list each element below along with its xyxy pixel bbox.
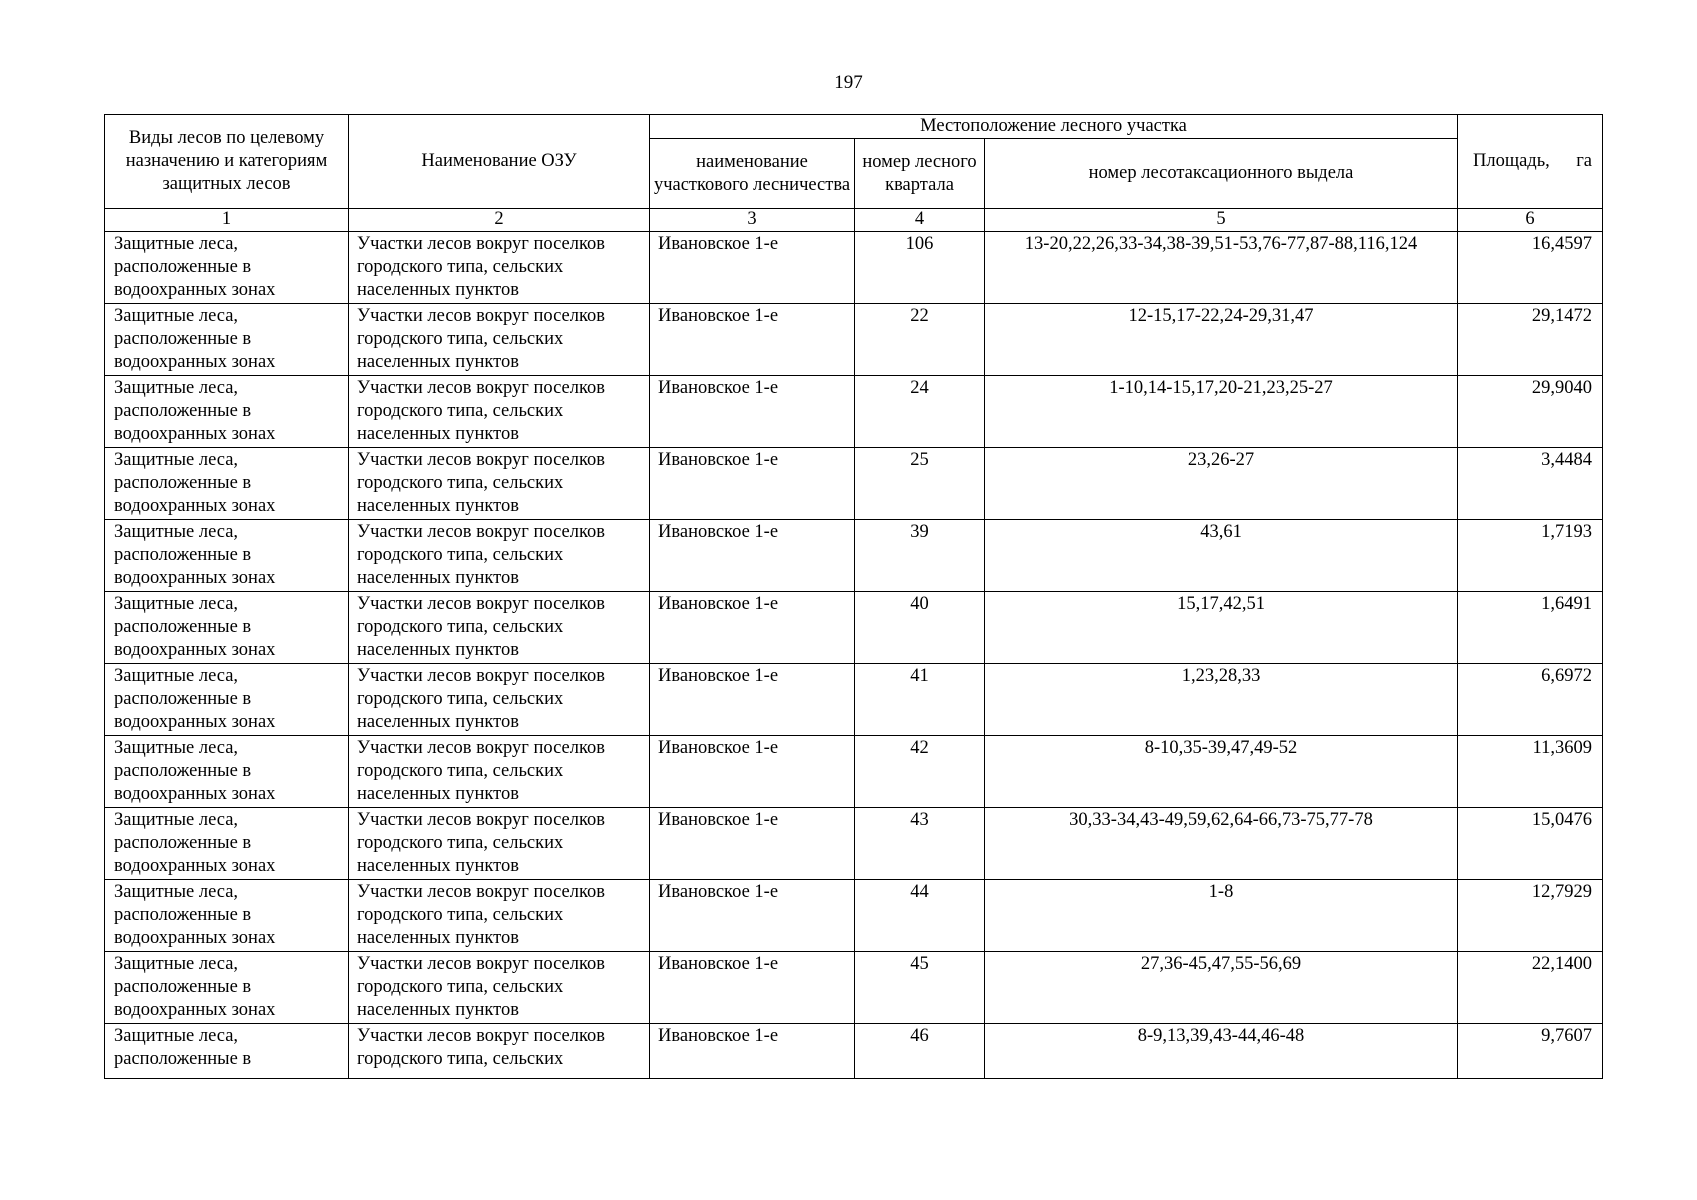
table-row [105,952,1603,1024]
cell-forestry: Ивановское 1-е [650,736,855,808]
header-forestry-name: наименование участкового лесничества [650,139,855,209]
page-number: 197 [834,72,863,93]
cell-forestry: Ивановское 1-е [650,304,855,376]
cell-ozu-name: Участки лесов вокруг поселков городского типа, сельских [349,1024,650,1079]
cell-area: 22,1400 [1458,952,1603,1024]
cell-quarter: 25 [855,448,985,520]
cell-plots: 15,17,42,51 [985,592,1458,664]
cell-forest-type: Защитные леса, расположенные в водоохранных зонах [105,880,349,952]
cell-area: 29,9040 [1458,376,1603,448]
cell-ozu-name: Участки лесов вокруг поселков городского типа, сельских населенных пунктов [349,448,650,520]
cell-plots: 1-10,14-15,17,20-21,23,25-27 [985,376,1458,448]
cell-ozu-name: Участки лесов вокруг поселков городского типа, сельских населенных пунктов [349,880,650,952]
header-forest-type: Виды лесов по целевому назначению и категориям защитных лесов [105,115,349,209]
table-row [105,664,1603,736]
cell-quarter: 46 [855,1024,985,1079]
cell-forestry: Ивановское 1-е [650,592,855,664]
column-numbers-row [105,209,1603,232]
cell-plots: 8-10,35-39,47,49-52 [985,736,1458,808]
cell-area: 12,7929 [1458,880,1603,952]
header-area-label: Площадь, [1473,151,1550,171]
cell-area: 9,7607 [1458,1024,1603,1079]
table-row [105,808,1603,880]
cell-plots: 27,36-45,47,55-56,69 [985,952,1458,1024]
cell-forest-type: Защитные леса, расположенные в водоохранных зонах [105,520,349,592]
cell-area: 29,1472 [1458,304,1603,376]
cell-quarter: 41 [855,664,985,736]
cell-quarter: 39 [855,520,985,592]
header-plot-number: номер лесотаксационного выдела [985,139,1458,209]
cell-forestry: Ивановское 1-е [650,520,855,592]
cell-plots: 8-9,13,39,43-44,46-48 [985,1024,1458,1079]
table-row [105,376,1603,448]
cell-plots: 13-20,22,26,33-34,38-39,51-53,76-77,87-88,116,124 [985,232,1458,304]
table-body [105,232,1603,1079]
table-row [105,520,1603,592]
table-row [105,880,1603,952]
cell-area: 1,7193 [1458,520,1603,592]
header-area [1458,115,1603,209]
table-row [105,304,1603,376]
cell-quarter: 106 [855,232,985,304]
cell-plots: 43,61 [985,520,1458,592]
cell-area: 1,6491 [1458,592,1603,664]
cell-plots: 23,26-27 [985,448,1458,520]
cell-ozu-name: Участки лесов вокруг поселков городского типа, сельских населенных пунктов [349,376,650,448]
cell-plots: 12-15,17-22,24-29,31,47 [985,304,1458,376]
table-header [105,115,1603,232]
cell-plots: 1,23,28,33 [985,664,1458,736]
cell-forest-type: Защитные леса, расположенные в [105,1024,349,1079]
table-row [105,232,1603,304]
cell-forestry: Ивановское 1-е [650,1024,855,1079]
header-quarter-number: номер лесного квартала [855,139,985,209]
cell-forestry: Ивановское 1-е [650,448,855,520]
table-row [105,736,1603,808]
cell-quarter: 22 [855,304,985,376]
cell-ozu-name: Участки лесов вокруг поселков городского типа, сельских населенных пунктов [349,664,650,736]
cell-forest-type: Защитные леса, расположенные в водоохранных зонах [105,376,349,448]
cell-forestry: Ивановское 1-е [650,952,855,1024]
cell-ozu-name: Участки лесов вокруг поселков городского типа, сельских населенных пунктов [349,520,650,592]
cell-forest-type: Защитные леса, расположенные в водоохранных зонах [105,808,349,880]
column-number: 3 [650,209,855,232]
cell-forest-type: Защитные леса, расположенные в водоохранных зонах [105,592,349,664]
column-number: 2 [349,209,650,232]
cell-quarter: 40 [855,592,985,664]
cell-area: 16,4597 [1458,232,1603,304]
cell-quarter: 43 [855,808,985,880]
column-number: 1 [105,209,349,232]
cell-plots: 30,33-34,43-49,59,62,64-66,73-75,77-78 [985,808,1458,880]
forest-plots-table [104,114,1603,1079]
cell-ozu-name: Участки лесов вокруг поселков городского типа, сельских населенных пунктов [349,304,650,376]
cell-area: 15,0476 [1458,808,1603,880]
cell-ozu-name: Участки лесов вокруг поселков городского типа, сельских населенных пунктов [349,232,650,304]
cell-forest-type: Защитные леса, расположенные в водоохранных зонах [105,448,349,520]
cell-ozu-name: Участки лесов вокруг поселков городского типа, сельских населенных пунктов [349,808,650,880]
cell-forestry: Ивановское 1-е [650,664,855,736]
cell-forestry: Ивановское 1-е [650,232,855,304]
header-location-group: Местоположение лесного участка [650,115,1458,139]
table-row [105,1024,1603,1079]
column-number: 4 [855,209,985,232]
header-ozu-name: Наименование ОЗУ [349,115,650,209]
cell-forest-type: Защитные леса, расположенные в водоохранных зонах [105,952,349,1024]
header-area-unit: га [1576,151,1592,171]
cell-forestry: Ивановское 1-е [650,808,855,880]
column-number: 5 [985,209,1458,232]
cell-ozu-name: Участки лесов вокруг поселков городского типа, сельских населенных пунктов [349,592,650,664]
cell-forest-type: Защитные леса, расположенные в водоохранных зонах [105,664,349,736]
table-row [105,448,1603,520]
cell-forest-type: Защитные леса, расположенные в водоохранных зонах [105,736,349,808]
cell-quarter: 42 [855,736,985,808]
cell-forestry: Ивановское 1-е [650,376,855,448]
cell-area: 11,3609 [1458,736,1603,808]
cell-area: 6,6972 [1458,664,1603,736]
table-row [105,592,1603,664]
cell-quarter: 45 [855,952,985,1024]
cell-ozu-name: Участки лесов вокруг поселков городского типа, сельских населенных пунктов [349,952,650,1024]
cell-ozu-name: Участки лесов вокруг поселков городского типа, сельских населенных пунктов [349,736,650,808]
cell-forest-type: Защитные леса, расположенные в водоохранных зонах [105,232,349,304]
cell-area: 3,4484 [1458,448,1603,520]
cell-quarter: 44 [855,880,985,952]
cell-forestry: Ивановское 1-е [650,880,855,952]
cell-plots: 1-8 [985,880,1458,952]
column-number: 6 [1458,209,1603,232]
cell-forest-type: Защитные леса, расположенные в водоохранных зонах [105,304,349,376]
cell-quarter: 24 [855,376,985,448]
